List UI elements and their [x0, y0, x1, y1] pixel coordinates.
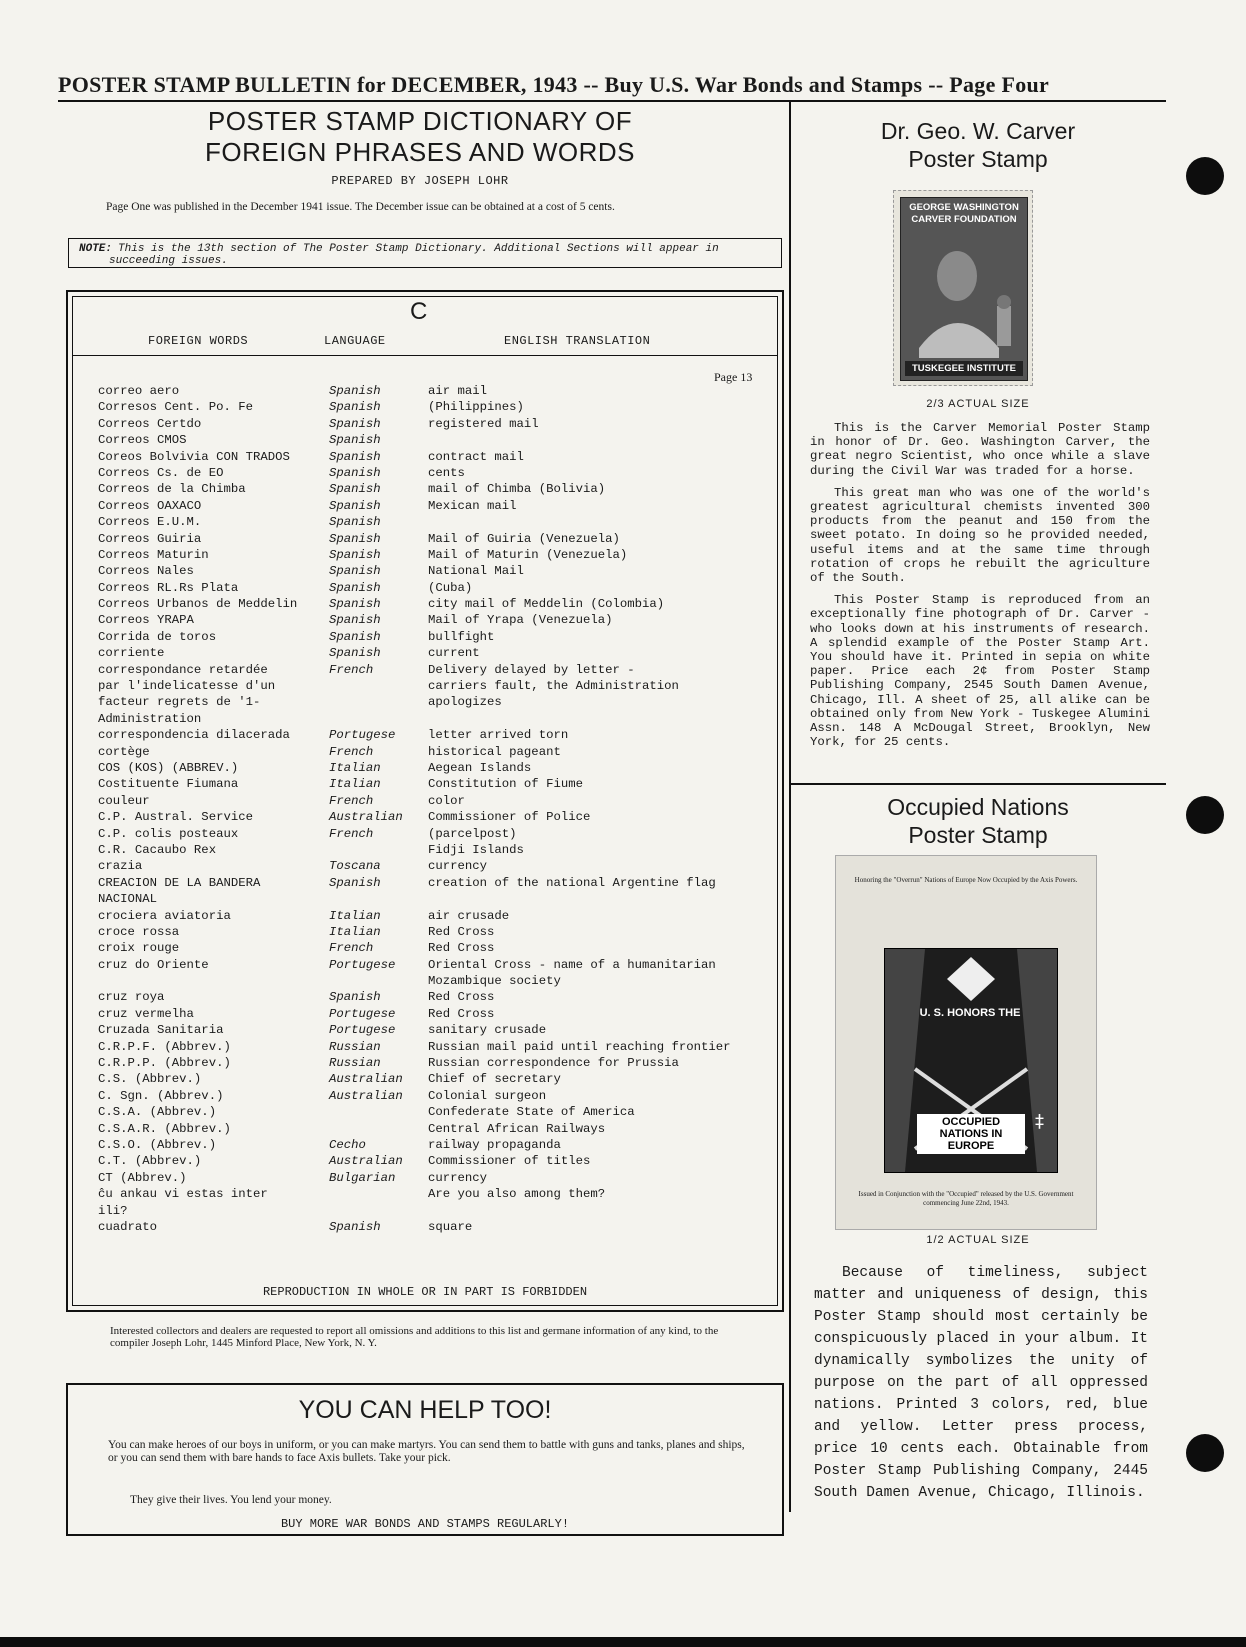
entry-language: Bulgarian	[329, 1170, 396, 1185]
entry-english-translation: Red Cross	[428, 924, 495, 939]
dictionary-entry	[98, 466, 778, 482]
dictionary-entry	[98, 581, 778, 597]
help-lend: They give their lives. You lend your money.	[130, 1494, 332, 1506]
dictionary-entry	[98, 695, 778, 711]
entry-language: Spanish	[329, 498, 381, 513]
dictionary-entry	[98, 597, 778, 613]
note-label: NOTE:	[79, 243, 113, 255]
entry-language: French	[329, 826, 374, 841]
right-column-divider	[789, 783, 1166, 785]
entry-english-translation: railway propaganda	[428, 1137, 561, 1152]
entry-foreign-word: COS (KOS) (ABBREV.)	[98, 760, 239, 775]
entry-english-translation: bullfight	[428, 629, 495, 644]
note-box	[68, 238, 782, 268]
carver-paragraph-1: This is the Carver Memorial Poster Stamp in honor of Dr. Geo. Washington Carver, the great negro Scientist, who once while a slave during the Civil War was traded for a horse.	[810, 421, 1150, 478]
entry-foreign-word: crazia	[98, 859, 143, 874]
entry-foreign-word: Costituente Fiumana	[98, 777, 239, 792]
entry-english-translation: Confederate State of America	[428, 1105, 635, 1120]
entry-language: Australian	[329, 1154, 403, 1169]
entry-foreign-word: correo aero	[98, 384, 180, 398]
dictionary-entry	[98, 499, 778, 515]
entry-english-translation: Mail of Maturin (Venezuela)	[428, 547, 628, 562]
entry-english-translation: currency	[428, 1170, 488, 1185]
dictionary-entry	[98, 417, 778, 433]
carver-portrait-icon	[901, 198, 1027, 380]
entry-foreign-word: par l'indelicatesse d'un	[98, 679, 276, 694]
dictionary-entry	[98, 1105, 778, 1121]
entry-foreign-word: Corrida de toros	[98, 629, 217, 644]
entry-foreign-word: C.S.A.R. (Abbrev.)	[98, 1121, 231, 1136]
entry-english-translation: air crusade	[428, 908, 510, 923]
dictionary-entry	[98, 761, 778, 777]
entry-foreign-word: correspondencia dilacerada	[98, 728, 290, 743]
dictionary-entry	[98, 482, 778, 498]
entry-foreign-word: Correos Guiria	[98, 531, 202, 546]
entry-english-translation: color	[428, 793, 465, 808]
entry-language: Cecho	[329, 1137, 366, 1152]
entry-foreign-word: C.S.O. (Abbrev.)	[98, 1137, 217, 1152]
dictionary-entry	[98, 1171, 778, 1187]
entry-language: Spanish	[329, 564, 381, 579]
dictionary-entry	[98, 1007, 778, 1023]
dictionary-entry	[98, 515, 778, 531]
entry-foreign-word: ili?	[98, 1203, 128, 1218]
entry-foreign-word: Correos Maturin	[98, 547, 209, 562]
prepared-by: PREPARED BY JOSEPH LOHR	[331, 174, 509, 188]
column-header-english: ENGLISH TRANSLATION	[504, 334, 651, 348]
entry-english-translation: Colonial surgeon	[428, 1088, 547, 1103]
entry-language: French	[329, 662, 374, 677]
entry-foreign-word: crociera aviatoria	[98, 908, 231, 923]
carver-stamp-top-text: GEORGE WASHINGTON CARVER FOUNDATION	[909, 202, 1019, 225]
entry-language: Spanish	[329, 384, 381, 398]
dictionary-entry	[98, 794, 778, 810]
dictionary-entry	[98, 1187, 778, 1203]
entry-english-translation: cents	[428, 465, 465, 480]
entry-english-translation: Commissioner of Police	[428, 810, 591, 825]
entry-english-translation: Mail of Guiria (Venezuela)	[428, 531, 620, 546]
entry-english-translation: historical pageant	[428, 744, 561, 759]
dictionary-entry	[98, 777, 778, 793]
entry-english-translation: Aegean Islands	[428, 760, 532, 775]
entry-english-translation: Constitution of Fiume	[428, 777, 583, 792]
dictionary-entry	[98, 1138, 778, 1154]
entry-language: Spanish	[329, 875, 381, 890]
section-letter: C	[410, 298, 428, 325]
dictionary-entry	[98, 433, 778, 449]
entry-language: Australian	[329, 1072, 403, 1087]
entry-foreign-word: CREACION DE LA BANDERA	[98, 875, 261, 890]
dictionary-entry	[98, 646, 778, 662]
entry-language: Spanish	[329, 482, 381, 497]
entry-foreign-word: Correos Cs. de EO	[98, 465, 224, 480]
dictionary-entry	[98, 728, 778, 744]
entry-language: Spanish	[329, 400, 381, 415]
dictionary-entry	[98, 1204, 778, 1220]
page-one-note: Page One was published in the December 1941 issue. The December issue can be obtained at a cost of 5 cents.	[106, 201, 615, 213]
occupied-stamp-top-text: Honoring the "Overrun" Nations of Europe Now Occupied by the Axis Powers.	[854, 876, 1078, 884]
help-body: You can make heroes of our boys in uniform, or you can make martyrs. You can send them to battle with guns and tanks, planes and ships, or you can send them with bare hands to face Axis bullets. Take your pick.	[108, 1439, 745, 1464]
dictionary-entries	[98, 384, 778, 1236]
entry-language: Spanish	[329, 646, 381, 661]
dictionary-entry	[98, 859, 778, 875]
dictionary-entry	[98, 974, 778, 990]
dictionary-entry	[98, 876, 778, 892]
entry-language: Spanish	[329, 531, 381, 546]
entry-english-translation: air mail	[428, 384, 488, 398]
entry-foreign-word: C.S. (Abbrev.)	[98, 1072, 202, 1087]
entry-english-translation: currency	[428, 859, 488, 874]
entry-language: Australian	[329, 1088, 403, 1103]
entry-foreign-word: Correos CMOS	[98, 433, 187, 448]
entry-language: Spanish	[329, 416, 381, 431]
entry-foreign-word: cruz do Oriente	[98, 957, 209, 972]
entry-english-translation: square	[428, 1219, 473, 1234]
entry-language: Spanish	[329, 613, 381, 628]
entry-foreign-word: correspondance retardée	[98, 662, 268, 677]
entry-foreign-word: C.T. (Abbrev.)	[98, 1154, 202, 1169]
dictionary-entry	[98, 827, 778, 843]
occupied-stamp-art-banner: OCCUPIED NATIONS IN EUROPE	[917, 1114, 1025, 1154]
entry-language: Spanish	[329, 580, 381, 595]
carver-paragraph-2: This great man who was one of the world's greatest agricultural chemists invented 300 products from the peanut and 150 from the sweet potato. In doing so he provided needed, useful items and at the same time through rotation of crops he rebuilt the agriculture of the South.	[810, 485, 1150, 586]
entry-foreign-word: couleur	[98, 793, 150, 808]
occupied-stamp-bottom-text: Issued in Conjunction with the "Occupied" released by the U.S. Government commencing June 22nd, 1943.	[858, 1190, 1074, 1207]
entry-language: Toscana	[329, 859, 381, 874]
occupied-text	[814, 1262, 1148, 1504]
entry-language: Portugese	[329, 1023, 396, 1038]
entry-language: Portugese	[329, 728, 396, 743]
entry-foreign-word: Coreos Bolvivia CON TRADOS	[98, 449, 290, 464]
help-title: YOU CAN HELP TOO!	[298, 1396, 552, 1424]
column-header-language: LANGUAGE	[324, 334, 386, 348]
entry-english-translation: sanitary crusade	[428, 1023, 547, 1038]
entry-english-translation: creation of the national Argentine flag	[428, 875, 716, 890]
entry-foreign-word: croix rouge	[98, 941, 180, 956]
carver-title-line1: Dr. Geo. W. Carver	[880, 118, 1076, 144]
entry-foreign-word: C.P. colis posteaux	[98, 826, 239, 841]
entry-english-translation: contract mail	[428, 449, 524, 464]
note-text: This is the 13th section of The Poster Stamp Dictionary. Additional Sections will appear in succeeding issues.	[109, 243, 719, 267]
entry-english-translation: apologizes	[428, 695, 502, 710]
entry-foreign-word: Administration	[98, 711, 202, 726]
dictionary-entry	[98, 925, 778, 941]
entry-foreign-word: C.R.P.P. (Abbrev.)	[98, 1056, 231, 1071]
dictionary-entry	[98, 990, 778, 1006]
entry-foreign-word: facteur regrets de '1-	[98, 695, 261, 710]
carver-stamp-bottom-text: TUSKEGEE INSTITUTE	[905, 361, 1023, 376]
entry-foreign-word: Correos OAXACO	[98, 498, 202, 513]
entry-foreign-word: cortège	[98, 744, 150, 759]
entry-language: Spanish	[329, 597, 381, 612]
entry-language: Australian	[329, 810, 403, 825]
dictionary-entry	[98, 745, 778, 761]
entry-english-translation: Mail of Yrapa (Venezuela)	[428, 613, 613, 628]
carver-title-line2: Poster Stamp	[908, 146, 1048, 172]
dictionary-entry	[98, 613, 778, 629]
entry-language: Spanish	[329, 990, 381, 1005]
entry-foreign-word: Correos Urbanos de Meddelin	[98, 597, 298, 612]
entry-english-translation: carriers fault, the Administration	[428, 679, 679, 694]
entry-english-translation: registered mail	[428, 416, 539, 431]
entry-english-translation: National Mail	[428, 564, 524, 579]
punch-hole-top	[1186, 157, 1224, 195]
entry-foreign-word: C.R.P.F. (Abbrev.)	[98, 1039, 231, 1054]
dictionary-entry	[98, 532, 778, 548]
occupied-paragraph: Because of timeliness, subject matter and uniqueness of design, this Poster Stamp should most certainly be conspicuously placed in your album. It dynamically symbolizes the unity of purpose on the part of all oppressed nations. Printed 3 colors, red, blue and yellow. Letter press process, price 10 cents each. Obtainable from Poster Stamp Publishing Company, 2445 South Damen Avenue, Chicago, Illinois.	[814, 1265, 1148, 1501]
occupied-stamp-art	[884, 948, 1058, 1173]
entry-english-translation: Are you also among them?	[428, 1187, 606, 1202]
dictionary-entry	[98, 1089, 778, 1105]
dictionary-entry	[98, 810, 778, 826]
dictionary-title-line2: FOREIGN PHRASES AND WORDS	[205, 137, 635, 167]
entry-language: Portugese	[329, 957, 396, 972]
dictionary-entry	[98, 384, 778, 400]
entry-english-translation: Red Cross	[428, 941, 495, 956]
entry-foreign-word: Correos YRAPA	[98, 613, 194, 628]
dictionary-entry	[98, 941, 778, 957]
entry-foreign-word: croce rossa	[98, 924, 180, 939]
entry-english-translation: Russian mail paid until reaching frontier	[428, 1039, 731, 1054]
entry-english-translation: Fidji Islands	[428, 842, 524, 857]
entry-foreign-word: C.P. Austral. Service	[98, 810, 253, 825]
dictionary-entry	[98, 1122, 778, 1138]
dictionary-entry	[98, 630, 778, 646]
entry-foreign-word: Cruzada Sanitaria	[98, 1023, 224, 1038]
entry-language: Spanish	[329, 449, 381, 464]
entry-language: Spanish	[329, 433, 381, 448]
dictionary-entry	[98, 663, 778, 679]
entry-foreign-word: Correos Certdo	[98, 416, 202, 431]
entry-foreign-word: C. Sgn. (Abbrev.)	[98, 1088, 224, 1103]
entry-language: Spanish	[329, 547, 381, 562]
svg-text:‡: ‡	[1035, 1111, 1044, 1132]
entry-foreign-word: C.R. Cacaubo Rex	[98, 842, 217, 857]
entry-foreign-word: cuadrato	[98, 1219, 158, 1234]
entry-foreign-word: NACIONAL	[98, 892, 158, 907]
dictionary-title-line1: POSTER STAMP DICTIONARY OF	[207, 106, 633, 136]
dictionary-entry	[98, 1056, 778, 1072]
dictionary-entry	[98, 1154, 778, 1170]
entry-language: Portugese	[329, 1006, 396, 1021]
occupied-stamp-image	[835, 855, 1097, 1230]
entry-foreign-word: Correos E.U.M.	[98, 515, 202, 530]
entry-language: French	[329, 941, 374, 956]
dictionary-entry	[98, 843, 778, 859]
entry-english-translation: Chief of secretary	[428, 1072, 561, 1087]
carver-title	[790, 117, 1166, 173]
entry-english-translation: letter arrived torn	[428, 728, 569, 743]
dictionary-entry	[98, 958, 778, 974]
page-header: POSTER STAMP BULLETIN for DECEMBER, 1943 -- Buy U.S. War Bonds and Stamps -- Page Four	[58, 72, 1050, 97]
dictionary-entry	[98, 1040, 778, 1056]
dictionary-entry	[98, 892, 778, 908]
entry-english-translation: Commissioner of titles	[428, 1154, 591, 1169]
entry-english-translation: mail of Chimba (Bolivia)	[428, 482, 606, 497]
entry-english-translation: Russian correspondence for Prussia	[428, 1056, 679, 1071]
entry-english-translation: Oriental Cross - name of a humanitarian	[428, 957, 716, 972]
occupied-stamp-art-text: U. S. HONORS THE	[919, 1007, 1021, 1019]
help-buy-slogan: BUY MORE WAR BONDS AND STAMPS REGULARLY!	[280, 1517, 570, 1531]
scan-bottom-edge	[0, 1637, 1246, 1647]
entry-language: Italian	[329, 908, 381, 923]
entry-language: Russian	[329, 1039, 381, 1054]
dictionary-entry	[98, 564, 778, 580]
occupied-title-line1: Occupied Nations	[887, 794, 1069, 820]
entry-foreign-word: CT (Abbrev.)	[98, 1170, 187, 1185]
occupied-title-line2: Poster Stamp	[908, 822, 1048, 848]
entry-english-translation: Red Cross	[428, 990, 495, 1005]
entry-foreign-word: cruz vermelha	[98, 1006, 194, 1021]
column-header-foreign: FOREIGN WORDS	[148, 334, 249, 348]
dictionary-entry	[98, 909, 778, 925]
entry-foreign-word: Correos de la Chimba	[98, 482, 246, 497]
entry-language: Italian	[329, 924, 381, 939]
dictionary-entry	[98, 1023, 778, 1039]
entry-english-translation: (parcelpost)	[428, 826, 517, 841]
carver-stamp-photo	[900, 197, 1028, 381]
dictionary-entry	[98, 450, 778, 466]
punch-hole-middle	[1186, 796, 1224, 834]
entry-foreign-word: Corresos Cent. Po. Fe	[98, 400, 253, 415]
entry-foreign-word: cruz roya	[98, 990, 165, 1005]
entry-english-translation: current	[428, 646, 480, 661]
reproduction-notice: REPRODUCTION IN WHOLE OR IN PART IS FORBIDDEN	[262, 1285, 588, 1299]
entry-foreign-word: ĉu ankau vi estas inter	[98, 1187, 268, 1202]
entry-language: Spanish	[329, 629, 381, 644]
carver-caption: 2/3 ACTUAL SIZE	[926, 398, 1030, 410]
header-rule	[58, 100, 1166, 102]
carver-stamp-image	[893, 190, 1033, 386]
dictionary-entry	[98, 1220, 778, 1236]
entry-language: Italian	[329, 760, 381, 775]
dictionary-entry	[98, 400, 778, 416]
table-header-rule	[72, 355, 778, 356]
occupied-caption: 1/2 ACTUAL SIZE	[926, 1234, 1030, 1246]
dictionary-title	[100, 106, 740, 168]
entry-english-translation: Mexican mail	[428, 498, 517, 513]
entry-language: Italian	[329, 777, 381, 792]
punch-hole-bottom	[1186, 1434, 1224, 1472]
dictionary-entry	[98, 679, 778, 695]
entry-english-translation: Delivery delayed by letter -	[428, 662, 635, 677]
collectors-note: Interested collectors and dealers are requested to report all omissions and additions to this list and germane information of any kind, to the compiler Joseph Lohr, 1445 Minford Place, New York, N. Y.	[110, 1325, 719, 1349]
entry-language: Russian	[329, 1056, 381, 1071]
entry-english-translation: (Philippines)	[428, 400, 524, 415]
carver-paragraph-3: This Poster Stamp is reproduced from an exceptionally fine photograph of Dr. Carver - who looks down at his instruments of research. A splendid example of the Poster Stamp Art. You should have it. Printed in sepia on white paper. Price each 2¢ from Poster Stamp Publishing Company, 2545 South Damen Avenue, Chicago, Ill. A sheet of 25, all alike can be obtained only from New York - Tuskegee Alumini Assn. 148 A McDougal Street, Brooklyn, New York, for 25 cents.	[810, 593, 1150, 750]
entry-language: Spanish	[329, 465, 381, 480]
entry-foreign-word: Correos Nales	[98, 564, 194, 579]
entry-foreign-word: C.S.A. (Abbrev.)	[98, 1105, 217, 1120]
entry-language: Spanish	[329, 1219, 381, 1234]
entry-language: French	[329, 744, 374, 759]
entry-english-translation: Red Cross	[428, 1006, 495, 1021]
dictionary-entry	[98, 712, 778, 728]
dictionary-page-number: Page 13	[714, 370, 753, 384]
entry-english-translation: Mozambique society	[428, 974, 561, 989]
entry-foreign-word: corriente	[98, 646, 165, 661]
entry-foreign-word: Correos RL.Rs Plata	[98, 580, 239, 595]
occupied-title	[790, 793, 1166, 849]
entry-language: Spanish	[329, 515, 381, 530]
dictionary-entry	[98, 1072, 778, 1088]
entry-english-translation: Central African Railways	[428, 1121, 606, 1136]
entry-english-translation: (Cuba)	[428, 580, 473, 595]
dictionary-entry	[98, 548, 778, 564]
carver-text	[810, 421, 1150, 757]
entry-language: French	[329, 793, 374, 808]
entry-english-translation: city mail of Meddelin (Colombia)	[428, 597, 665, 612]
